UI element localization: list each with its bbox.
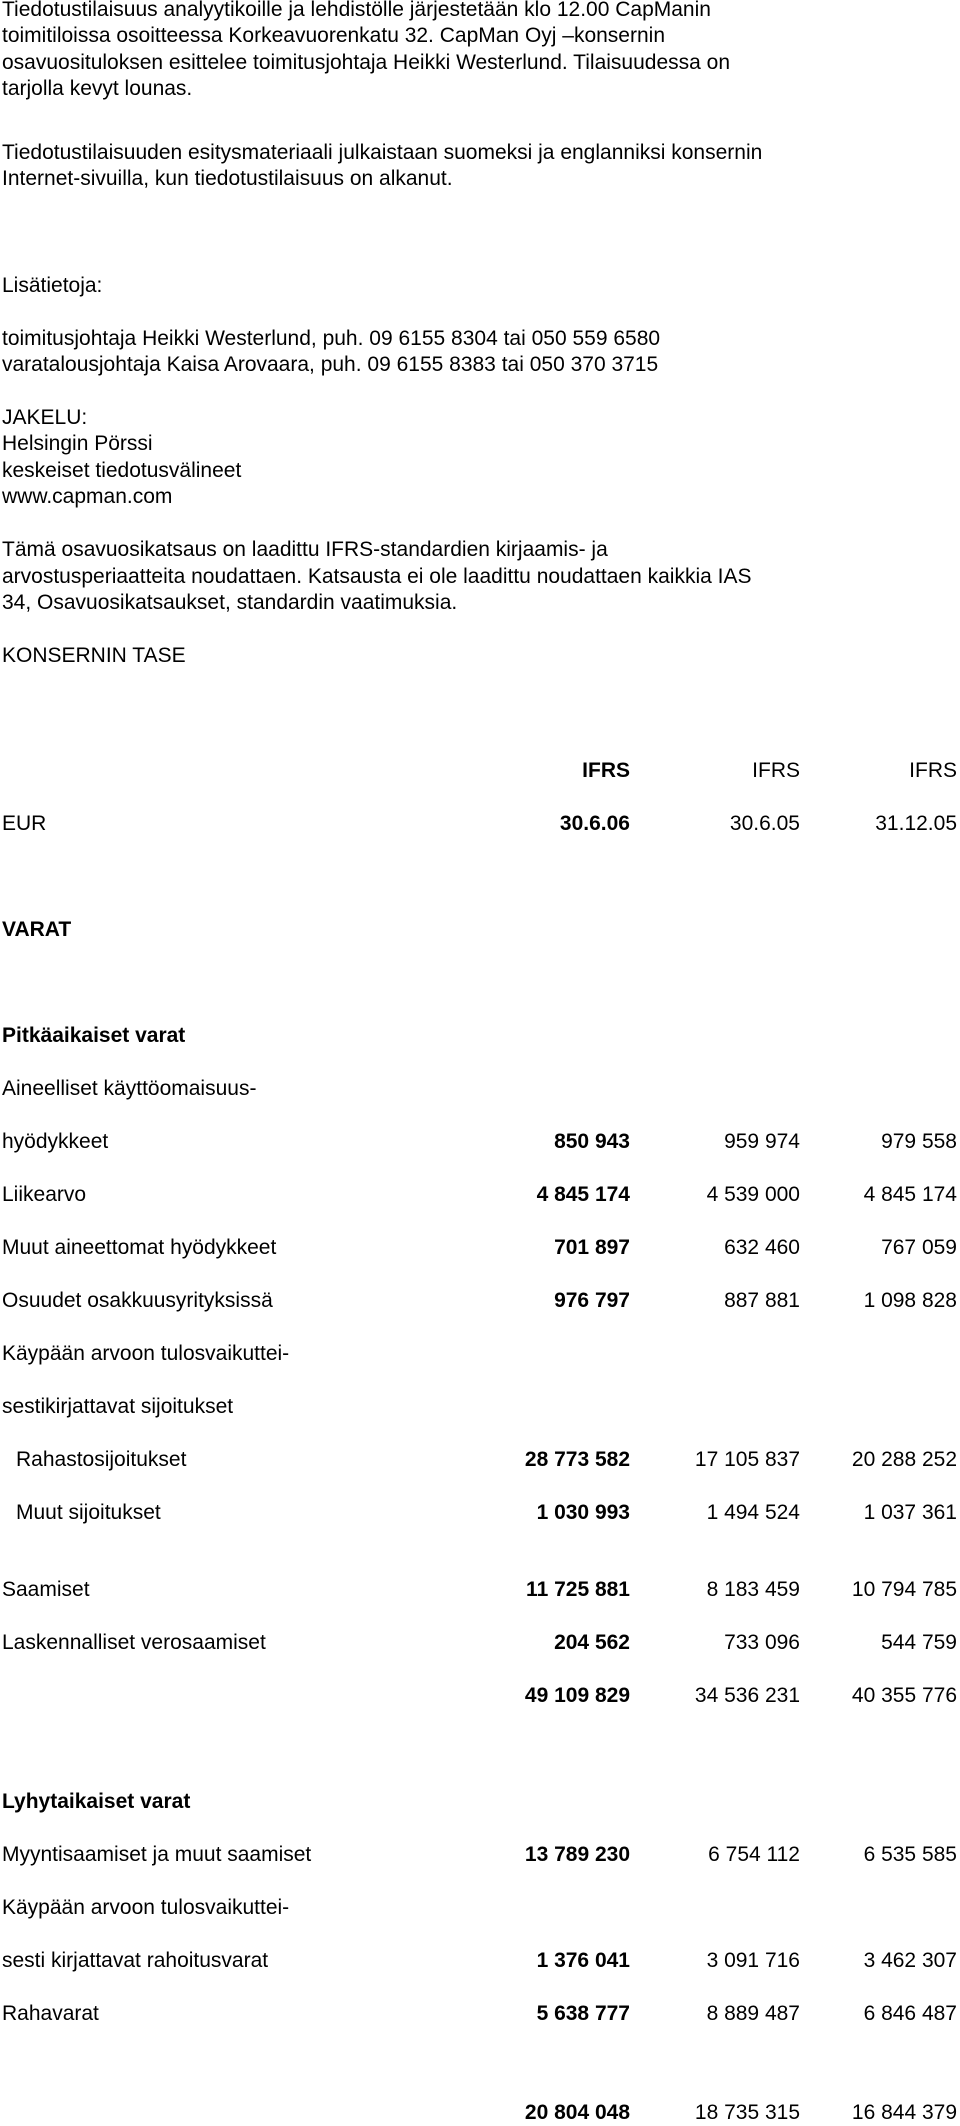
cell-value: 1 494 524	[706, 1501, 800, 1524]
cell-value: 1 037 361	[863, 1501, 957, 1524]
cell-value: 6 535 585	[863, 1843, 957, 1866]
standard-header: IFRS	[582, 759, 630, 782]
intro-line: tarjolla kevyt lounas.	[2, 77, 193, 100]
notice-line: 34, Osavuosikatsaukset, standardin vaatimuksia.	[2, 591, 458, 614]
currency-label: EUR	[2, 812, 47, 835]
distribution-heading: JAKELU:	[2, 406, 88, 429]
balance-title: KONSERNIN TASE	[2, 644, 186, 667]
notice-line: Tämä osavuosikatsaus on laadittu IFRS-standardien kirjaamis- ja	[2, 538, 608, 561]
cell-value: 959 974	[724, 1130, 800, 1153]
date-header: 30.6.05	[729, 812, 800, 835]
cell-value: 8 889 487	[706, 2002, 800, 2025]
cell-value: 850 943	[554, 1130, 630, 1153]
cell-value: 4 845 174	[863, 1183, 957, 1206]
cell-value: 17 105 837	[694, 1448, 800, 1471]
notice-line: arvostusperiaatteita noudattaen. Katsausta ei ole laadittu noudattaen kaikkia IAS	[2, 565, 752, 588]
contact-line: toimitusjohtaja Heikki Westerlund, puh. 09 6155 8304 tai 050 559 6580	[2, 327, 661, 350]
cell-value: 6 846 487	[863, 2002, 957, 2025]
row-label: Saamiset	[2, 1578, 90, 1601]
total-value: 20 804 048	[524, 2101, 630, 2124]
row-label: Laskennalliset verosaamiset	[2, 1631, 266, 1654]
row-label: hyödykkeet	[2, 1130, 109, 1153]
row-label: Rahastosijoitukset	[16, 1448, 187, 1471]
cell-value: 979 558	[881, 1130, 957, 1153]
cell-value: 204 562	[554, 1631, 630, 1654]
contact-line: varatalousjohtaja Kaisa Arovaara, puh. 09 6155 8383 tai 050 370 3715	[2, 353, 659, 376]
date-header: 31.12.05	[875, 812, 957, 835]
cell-value: 11 725 881	[526, 1578, 630, 1601]
cell-value: 1 376 041	[536, 1949, 630, 1972]
intro-line: Tiedotustilaisuus analyytikoille ja lehdistölle järjestetään klo 12.00 CapManin	[2, 0, 711, 21]
row-label: Liikearvo	[2, 1183, 87, 1206]
distribution-line: Helsingin Pörssi	[2, 432, 153, 455]
total-value: 34 536 231	[694, 1684, 800, 1707]
cell-value: 4 539 000	[706, 1183, 800, 1206]
cell-value: 733 096	[724, 1631, 800, 1654]
cell-value: 28 773 582	[524, 1448, 630, 1471]
row-label: Myyntisaamiset ja muut saamiset	[2, 1843, 312, 1866]
assets-heading: VARAT	[2, 918, 72, 941]
total-value: 40 355 776	[851, 1684, 957, 1707]
cell-value: 10 794 785	[851, 1578, 957, 1601]
cell-value: 544 759	[881, 1631, 957, 1654]
cell-value: 767 059	[881, 1236, 957, 1259]
noncurrent-heading: Pitkäaikaiset varat	[2, 1024, 186, 1047]
cell-value: 4 845 174	[536, 1183, 630, 1206]
cell-value: 887 881	[724, 1289, 800, 1312]
date-header: 30.6.06	[559, 812, 630, 835]
cell-value: 20 288 252	[851, 1448, 957, 1471]
row-label: Muut sijoitukset	[16, 1501, 161, 1524]
row-label: Muut aineettomat hyödykkeet	[2, 1236, 277, 1259]
cell-value: 6 754 112	[708, 1843, 800, 1866]
cell-value: 1 030 993	[536, 1501, 630, 1524]
cell-value: 1 098 828	[863, 1289, 957, 1312]
cell-value: 3 462 307	[863, 1949, 957, 1972]
total-value: 16 844 379	[851, 2101, 957, 2124]
total-value: 18 735 315	[694, 2101, 800, 2124]
current-heading: Lyhytaikaiset varat	[2, 1790, 191, 1813]
row-label-continued: sestikirjattavat sijoitukset	[2, 1395, 234, 1418]
row-label-continued: Käypään arvoon tulosvaikuttei-	[2, 1896, 290, 1919]
intro-line: osavuosituloksen esittelee toimitusjohtaja Heikki Westerlund. Tilaisuudessa on	[2, 51, 730, 74]
row-label: Rahavarat	[2, 2002, 99, 2025]
cell-value: 632 460	[724, 1236, 800, 1259]
row-label: sesti kirjattavat rahoitusvarat	[2, 1949, 269, 1972]
row-label-continued: Käypään arvoon tulosvaikuttei-	[2, 1342, 290, 1365]
cell-value: 701 897	[554, 1236, 630, 1259]
cell-value: 976 797	[554, 1289, 630, 1312]
standard-header: IFRS	[909, 759, 957, 782]
cell-value: 5 638 777	[536, 2002, 630, 2025]
intro-line: Internet-sivuilla, kun tiedotustilaisuus on alkanut.	[2, 167, 453, 190]
row-label: Osuudet osakkuusyrityksissä	[2, 1289, 273, 1312]
row-label-continued: Aineelliset käyttöomaisuus-	[2, 1077, 257, 1100]
intro-line: Tiedotustilaisuuden esitysmateriaali julkaistaan suomeksi ja englanniksi konsernin	[2, 141, 763, 164]
contact-heading: Lisätietoja:	[2, 274, 103, 297]
total-value: 49 109 829	[524, 1684, 630, 1707]
cell-value: 13 789 230	[524, 1843, 630, 1866]
cell-value: 8 183 459	[706, 1578, 800, 1601]
website-link[interactable]: www.capman.com	[2, 485, 173, 508]
cell-value: 3 091 716	[706, 1949, 800, 1972]
standard-header: IFRS	[752, 759, 800, 782]
intro-line: toimitiloissa osoitteessa Korkeavuorenkatu 32. CapMan Oyj –konsernin	[2, 24, 666, 47]
distribution-line: keskeiset tiedotusvälineet	[2, 459, 242, 482]
